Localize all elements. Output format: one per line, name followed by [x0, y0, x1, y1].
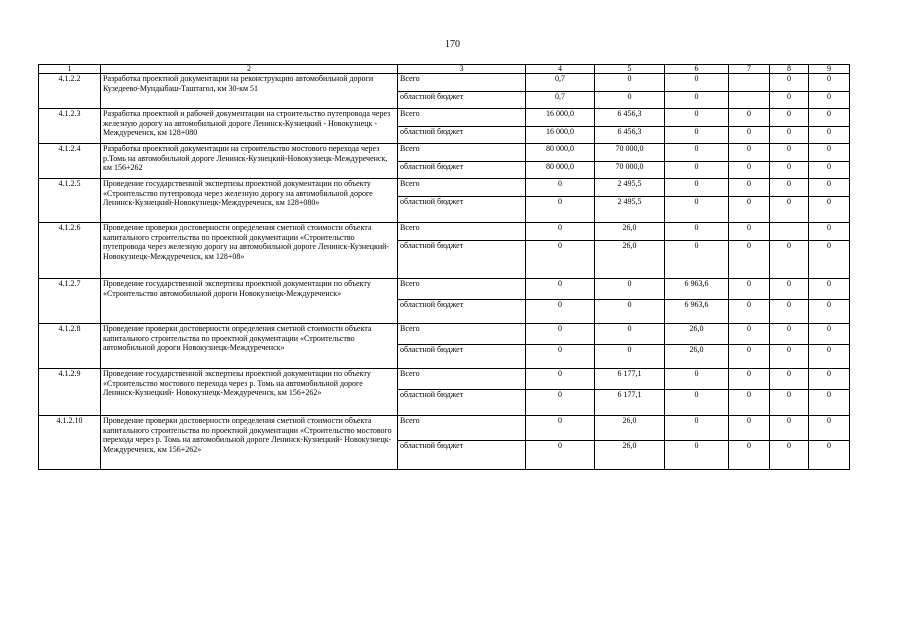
amount-cell: 0 [665, 416, 729, 441]
item-code: 4.1.2.5 [39, 179, 101, 223]
amount-cell: 16 000,0 [526, 109, 595, 127]
amount-cell: 0 [595, 92, 665, 109]
funding-source: областной бюджет [398, 162, 526, 179]
amount-cell: 0 [770, 416, 809, 441]
item-name: Разработка проектной документации на реконструкцию автомобильной дороги Кузедеево-Мундыбаш-Таштагол, км 30-км 51 [101, 74, 398, 109]
item-code: 4.1.2.4 [39, 144, 101, 179]
amount-cell: 0,7 [526, 74, 595, 92]
budget-table [38, 64, 850, 470]
amount-cell: 0 [665, 109, 729, 127]
funding-source: Всего [398, 279, 526, 300]
funding-source: Всего [398, 416, 526, 441]
amount-cell: 0 [526, 390, 595, 416]
amount-cell: 80 000,0 [526, 162, 595, 179]
amount-cell: 70 000,0 [595, 162, 665, 179]
amount-cell: 0 [770, 441, 809, 470]
column-header: 7 [729, 65, 770, 74]
amount-cell: 26,0 [595, 441, 665, 470]
amount-cell: 0 [770, 74, 809, 92]
table-row-total [39, 144, 850, 162]
funding-source: Всего [398, 223, 526, 241]
amount-cell: 0 [526, 197, 595, 223]
funding-source: Всего [398, 74, 526, 92]
amount-cell: 26,0 [595, 241, 665, 279]
amount-cell: 0 [729, 369, 770, 390]
table-row-total [39, 369, 850, 390]
funding-source: областной бюджет [398, 241, 526, 279]
amount-cell [729, 92, 770, 109]
amount-cell: 0 [809, 197, 850, 223]
amount-cell: 0 [665, 223, 729, 241]
amount-cell: 0 [595, 300, 665, 324]
amount-cell: 0 [770, 179, 809, 197]
table-row-total [39, 109, 850, 127]
column-header: 1 [39, 65, 101, 74]
amount-cell: 0 [809, 127, 850, 144]
amount-cell: 0 [729, 279, 770, 300]
amount-cell: 0 [526, 345, 595, 369]
amount-cell: 0 [729, 300, 770, 324]
amount-cell: 0 [809, 179, 850, 197]
amount-cell: 0 [809, 300, 850, 324]
column-header: 3 [398, 65, 526, 74]
amount-cell [770, 223, 809, 241]
amount-cell: 0 [729, 390, 770, 416]
amount-cell: 0 [665, 92, 729, 109]
item-code: 4.1.2.8 [39, 324, 101, 369]
amount-cell: 0 [770, 279, 809, 300]
column-header: 2 [101, 65, 398, 74]
amount-cell: 6 456,3 [595, 109, 665, 127]
amount-cell: 0 [665, 369, 729, 390]
amount-cell: 0 [809, 416, 850, 441]
item-name: Проведение государственной экспертизы проектной документации по объекту «Строительство мостового перехода через р. Томь на автомобильной дороге Ленинск-Кузнецкий- Новокузнецк-Междуреченск, км 156+262» [101, 369, 398, 416]
funding-source: Всего [398, 179, 526, 197]
amount-cell: 0 [809, 279, 850, 300]
amount-cell: 0 [595, 279, 665, 300]
amount-cell: 0 [729, 109, 770, 127]
amount-cell: 0 [526, 324, 595, 345]
amount-cell: 0 [770, 300, 809, 324]
amount-cell [729, 74, 770, 92]
amount-cell: 0 [770, 345, 809, 369]
amount-cell: 0 [665, 241, 729, 279]
amount-cell: 2 495,5 [595, 197, 665, 223]
item-code: 4.1.2.7 [39, 279, 101, 324]
amount-cell: 70 000,0 [595, 144, 665, 162]
amount-cell: 0 [526, 241, 595, 279]
amount-cell: 0 [665, 144, 729, 162]
amount-cell: 0 [809, 223, 850, 241]
amount-cell: 0 [665, 441, 729, 470]
funding-source: областной бюджет [398, 390, 526, 416]
amount-cell: 0 [770, 92, 809, 109]
amount-cell: 0 [526, 223, 595, 241]
amount-cell: 0 [595, 345, 665, 369]
amount-cell: 0 [770, 369, 809, 390]
item-code: 4.1.2.10 [39, 416, 101, 470]
amount-cell: 0 [729, 345, 770, 369]
funding-source: Всего [398, 109, 526, 127]
item-name: Проведение государственной экспертизы проектной документации по объекту «Строительство путепровода через железную дорогу на автомобильной дороге Ленинск-Кузнецкий-Новокузнецк-Междуреченск, км 128+080» [101, 179, 398, 223]
table-row-total [39, 416, 850, 441]
amount-cell: 0 [809, 369, 850, 390]
amount-cell: 0 [526, 369, 595, 390]
funding-source: областной бюджет [398, 197, 526, 223]
amount-cell: 6 456,3 [595, 127, 665, 144]
amount-cell: 0 [809, 74, 850, 92]
amount-cell: 0 [809, 109, 850, 127]
funding-source: областной бюджет [398, 127, 526, 144]
column-header: 6 [665, 65, 729, 74]
amount-cell: 6 963,6 [665, 279, 729, 300]
amount-cell: 0 [809, 162, 850, 179]
amount-cell: 0 [665, 197, 729, 223]
item-name: Проведение проверки достоверности определения сметной стоимости объекта капитального строительства по проектной документации «Строительство автомобильной дороги Новокузнецк-Междуреченск» [101, 324, 398, 369]
amount-cell: 80 000,0 [526, 144, 595, 162]
amount-cell: 0 [770, 162, 809, 179]
amount-cell: 0 [526, 416, 595, 441]
amount-cell: 6 963,6 [665, 300, 729, 324]
amount-cell: 0 [665, 390, 729, 416]
amount-cell: 0,7 [526, 92, 595, 109]
item-name: Проведение проверки достоверности определения сметной стоимости объекта капитального строительства по проектной документации «Строительство путепровода через железную дорогу на автомобильной дороге Ленинск-Кузнецкий-Новокузнецк-Междуреченск, км 128+08» [101, 223, 398, 279]
amount-cell: 0 [526, 300, 595, 324]
funding-source: областной бюджет [398, 300, 526, 324]
amount-cell: 0 [665, 179, 729, 197]
item-code: 4.1.2.9 [39, 369, 101, 416]
amount-cell: 6 177,1 [595, 390, 665, 416]
item-name: Разработка проектной и рабочей документации на строительство путепровода через железную дорогу на автомобильной дороге Ленинск-Кузнецкий - Новокузнецк - Междуреченск, км 128+080 [101, 109, 398, 144]
amount-cell: 0 [809, 390, 850, 416]
funding-source: областной бюджет [398, 441, 526, 470]
amount-cell: 0 [595, 324, 665, 345]
amount-cell: 0 [729, 144, 770, 162]
item-code: 4.1.2.6 [39, 223, 101, 279]
amount-cell: 16 000,0 [526, 127, 595, 144]
funding-source: Всего [398, 324, 526, 345]
amount-cell: 0 [665, 127, 729, 144]
table-row-total [39, 279, 850, 300]
amount-cell: 0 [665, 162, 729, 179]
amount-cell: 0 [729, 441, 770, 470]
item-code: 4.1.2.3 [39, 109, 101, 144]
amount-cell: 6 177,1 [595, 369, 665, 390]
amount-cell: 0 [729, 223, 770, 241]
amount-cell: 0 [729, 162, 770, 179]
amount-cell: 0 [729, 324, 770, 345]
amount-cell: 0 [729, 416, 770, 441]
funding-source: Всего [398, 369, 526, 390]
amount-cell: 26,0 [665, 345, 729, 369]
funding-source: областной бюджет [398, 92, 526, 109]
amount-cell: 2 495,5 [595, 179, 665, 197]
amount-cell: 0 [665, 74, 729, 92]
table-row-total [39, 223, 850, 241]
amount-cell: 0 [729, 241, 770, 279]
column-header: 8 [770, 65, 809, 74]
item-code: 4.1.2.2 [39, 74, 101, 109]
amount-cell: 0 [809, 345, 850, 369]
amount-cell: 26,0 [665, 324, 729, 345]
amount-cell: 0 [809, 92, 850, 109]
amount-cell: 0 [770, 127, 809, 144]
funding-source: Всего [398, 144, 526, 162]
amount-cell: 0 [770, 197, 809, 223]
amount-cell: 0 [770, 144, 809, 162]
column-number-header [39, 65, 850, 74]
table-row-total [39, 179, 850, 197]
page-number: 170 [445, 39, 460, 50]
amount-cell: 0 [809, 441, 850, 470]
amount-cell: 0 [770, 390, 809, 416]
column-header: 4 [526, 65, 595, 74]
column-header: 5 [595, 65, 665, 74]
item-name: Проведение проверки достоверности определения сметной стоимости объекта капитального строительства по проектной документации «Строительство мостового перехода через р. Томь на автомобильной дороге Ленинск-Кузнецкий- Новокузнецк-Междуреченск, км 156+262» [101, 416, 398, 470]
amount-cell: 0 [809, 324, 850, 345]
amount-cell: 0 [770, 109, 809, 127]
amount-cell: 26,0 [595, 416, 665, 441]
amount-cell: 0 [526, 179, 595, 197]
table-row-total [39, 74, 850, 92]
amount-cell: 0 [729, 127, 770, 144]
item-name: Разработка проектной документации на строительство мостового перехода через р.Томь на автомобильной дороге Ленинск-Кузнецкий-Новокузнецк-Междуреченск, км 156+262 [101, 144, 398, 179]
amount-cell: 0 [526, 279, 595, 300]
amount-cell: 0 [526, 441, 595, 470]
amount-cell: 0 [809, 241, 850, 279]
amount-cell: 26,0 [595, 223, 665, 241]
item-name: Проведение государственной экспертизы проектной документации по объекту «Строительство автомобильной дороги Новокузнецк-Междуреченск» [101, 279, 398, 324]
column-header: 9 [809, 65, 850, 74]
funding-source: областной бюджет [398, 345, 526, 369]
table-row-total [39, 324, 850, 345]
amount-cell: 0 [729, 179, 770, 197]
amount-cell: 0 [770, 241, 809, 279]
amount-cell: 0 [595, 74, 665, 92]
amount-cell: 0 [729, 197, 770, 223]
amount-cell: 0 [809, 144, 850, 162]
amount-cell: 0 [770, 324, 809, 345]
